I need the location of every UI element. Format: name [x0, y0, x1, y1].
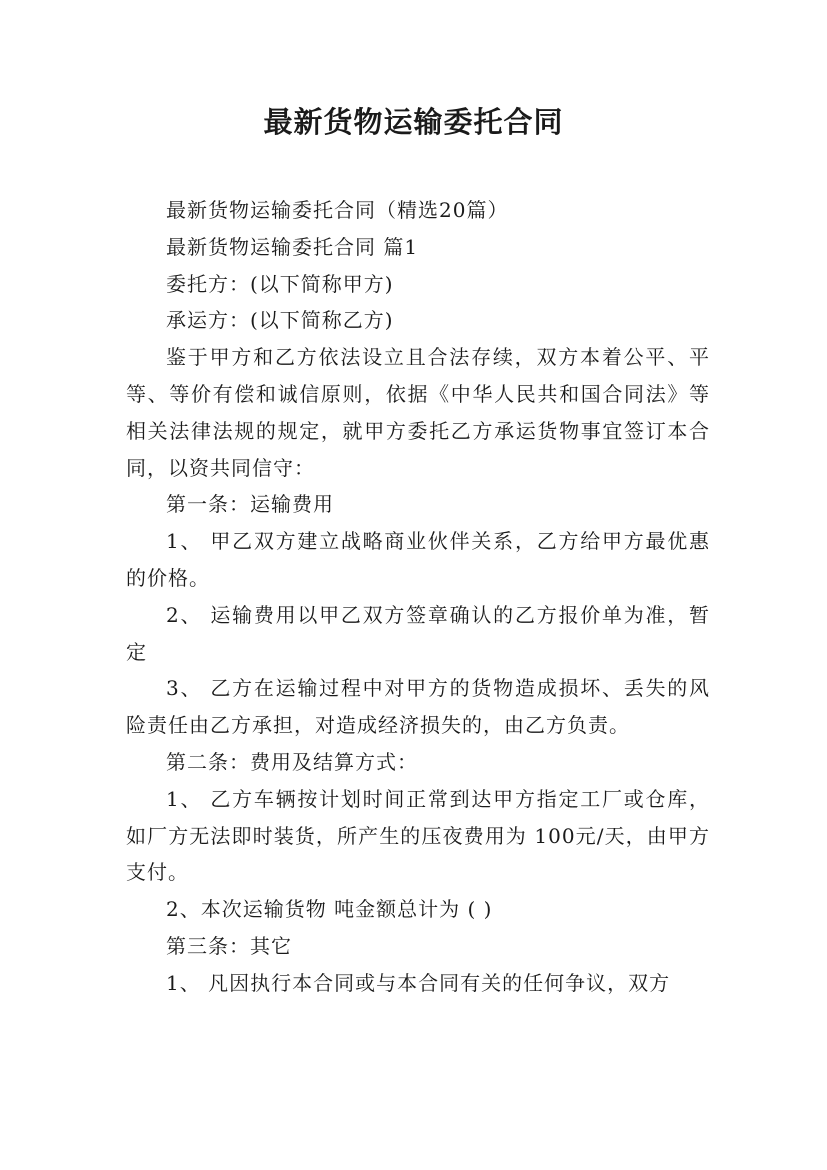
paragraph: 委托方：(以下简称甲方) — [166, 271, 394, 296]
paragraph: 2、本次运输货物 吨金额总计为 ( ) — [166, 897, 493, 922]
paragraph: 1、 甲乙双方建立战略商业伙伴关系，乙方给甲方最优惠的价格。 — [126, 529, 710, 590]
document-body — [126, 192, 710, 1002]
paragraph: 承运方：(以下简称乙方) — [166, 308, 394, 333]
document-title: 最新货物运输委托合同 — [263, 105, 564, 139]
paragraph: 鉴于甲方和乙方依法设立且合法存续，双方本着公平、平等、等价有偿和诚信原则，依据《中华人民共和国合同法》等相关法律法规的规定，就甲方委托乙方承运货物事宜签订本合同，以资共同信守： — [126, 345, 710, 480]
paragraph: 1、 乙方车辆按计划时间正常到达甲方指定工厂或仓库，如厂方无法即时装货，所产生的压夜费用为 100元/天，由甲方支付。 — [126, 786, 710, 885]
section-heading: 第二条：费用及结算方式： — [166, 749, 418, 774]
section-heading: 第三条：其它 — [166, 933, 292, 958]
paragraph: 1、 凡因执行本合同或与本合同有关的任何争议，双方 — [166, 970, 671, 995]
paragraph: 2、 运输费用以甲乙双方签章确认的乙方报价单为准，暂定 — [126, 602, 710, 664]
paragraph: 3、 乙方在运输过程中对甲方的货物造成损坏、丢失的风险责任由乙方承担，对造成经济损失的，由乙方负责。 — [126, 676, 710, 738]
paragraph: 最新货物运输委托合同 篇1 — [166, 234, 419, 259]
section-heading: 第一条：运输费用 — [166, 492, 334, 517]
paragraph: 最新货物运输委托合同（精选20篇） — [166, 198, 509, 222]
